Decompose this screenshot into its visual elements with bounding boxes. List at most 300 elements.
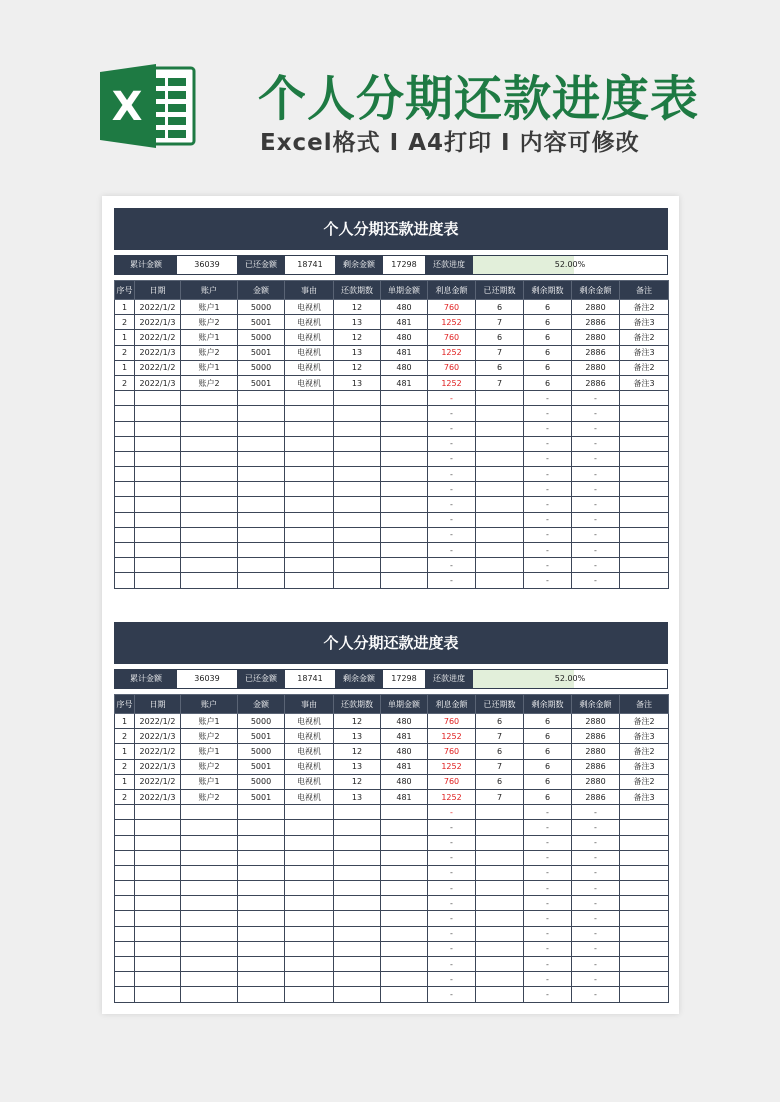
table-cell [620,451,669,466]
table-cell [620,987,669,1002]
table-cell [135,391,181,406]
table-row-empty [115,820,669,835]
table-cell [620,972,669,987]
table-cell [334,543,381,558]
paid-label: 已还金额 [237,256,285,274]
paid-label: 已还金额 [237,670,285,688]
table-cell [476,558,524,573]
table-cell [135,558,181,573]
table-cell [115,391,135,406]
table-row-empty [115,497,669,512]
table-cell [620,512,669,527]
table-row-empty [115,451,669,466]
table-cell: - [572,972,620,987]
table-cell: 2 [115,729,135,744]
table-row-empty [115,941,669,956]
table-cell: 6 [476,300,524,315]
table-cell: 13 [334,315,381,330]
table-cell: - [572,406,620,421]
table-cell: - [524,972,572,987]
table-cell [135,805,181,820]
table-cell: 账户1 [181,774,238,789]
table-cell: 2 [115,375,135,390]
column-header: 单期金额 [381,281,428,300]
progress-bar [473,670,667,688]
table-cell: - [524,467,572,482]
table-cell: 备注3 [620,315,669,330]
table-cell: 5001 [238,375,285,390]
table-cell: 2 [115,759,135,774]
table-cell: 7 [476,315,524,330]
column-header: 还款期数 [334,695,381,714]
table-row-empty [115,558,669,573]
table-cell: 电视机 [285,729,334,744]
table-cell [620,497,669,512]
table-cell: - [428,467,476,482]
table-cell: 电视机 [285,789,334,804]
table-cell: - [572,850,620,865]
table-cell [135,926,181,941]
table-cell [381,421,428,436]
column-header: 已还期数 [476,695,524,714]
paid-value: 18741 [285,256,335,274]
table-cell: 账户1 [181,300,238,315]
table-row [115,774,669,789]
table-cell: - [428,421,476,436]
table-cell: 电视机 [285,360,334,375]
table-cell [381,543,428,558]
table-cell [135,972,181,987]
table-cell: 480 [381,714,428,729]
column-header: 剩余期数 [524,695,572,714]
table-cell [135,881,181,896]
column-header: 金额 [238,281,285,300]
table-cell [285,406,334,421]
table-cell: 2022/1/2 [135,360,181,375]
table-cell: - [428,436,476,451]
table-cell [476,987,524,1002]
column-header: 剩余金额 [572,695,620,714]
table-cell: 2886 [572,315,620,330]
table-cell [115,896,135,911]
table-cell: 12 [334,360,381,375]
table-cell [334,406,381,421]
table-cell: 备注2 [620,330,669,345]
table-cell: 7 [476,375,524,390]
table-cell [135,835,181,850]
table-cell: 账户2 [181,375,238,390]
table-cell [181,558,238,573]
table-cell [381,436,428,451]
table-cell [135,911,181,926]
table-cell: - [524,926,572,941]
table-cell [135,451,181,466]
table-cell: 481 [381,729,428,744]
table-cell [135,482,181,497]
table-cell: - [572,926,620,941]
column-header: 账户 [181,281,238,300]
table-cell: 12 [334,714,381,729]
table-cell: 1 [115,714,135,729]
table-cell: - [572,805,620,820]
table-cell [238,436,285,451]
table-row-empty [115,896,669,911]
table-cell: 6 [476,330,524,345]
table-cell: 760 [428,300,476,315]
table-cell: 6 [524,744,572,759]
table-cell: - [428,941,476,956]
remaining-value: 17298 [383,670,425,688]
table-cell [381,987,428,1002]
table-cell [238,972,285,987]
table-cell [285,467,334,482]
table-cell [285,941,334,956]
table-cell: - [524,482,572,497]
table-cell: - [524,805,572,820]
table-cell: - [524,497,572,512]
table-cell: - [572,911,620,926]
table-cell [181,926,238,941]
column-header: 剩余金额 [572,281,620,300]
table-cell: - [572,512,620,527]
table-cell [476,497,524,512]
table-cell [620,911,669,926]
table-cell: 2886 [572,759,620,774]
table-cell: 账户2 [181,345,238,360]
table-cell: - [524,543,572,558]
table-cell [334,558,381,573]
table-cell: - [428,972,476,987]
table-cell: 1252 [428,759,476,774]
table-body [115,300,669,589]
table-row [115,300,669,315]
table-cell: 1 [115,330,135,345]
table-cell [238,805,285,820]
table-cell: 5001 [238,345,285,360]
progress-value: 52.00% [554,260,586,269]
table-cell: 5000 [238,714,285,729]
table-row-empty [115,926,669,941]
table-cell [115,512,135,527]
total-label: 累计金额 [115,256,177,274]
table-cell: 7 [476,345,524,360]
table-cell: 760 [428,330,476,345]
table-cell: 账户2 [181,729,238,744]
table-cell: 480 [381,300,428,315]
table-cell [476,896,524,911]
column-header: 事由 [285,281,334,300]
column-header: 还款期数 [334,281,381,300]
table-cell [476,527,524,542]
table-row-empty [115,527,669,542]
table-cell [238,543,285,558]
table-cell [238,467,285,482]
table-cell: 1 [115,744,135,759]
table-header-row [115,281,669,300]
table-cell: 2 [115,345,135,360]
table-cell: 1 [115,360,135,375]
table-cell [334,573,381,588]
table-cell: - [572,573,620,588]
table-cell [285,451,334,466]
installment-table [114,694,669,1003]
table-row [115,714,669,729]
table-cell [181,881,238,896]
table-cell: - [428,820,476,835]
table-cell: - [572,865,620,880]
table-cell [476,451,524,466]
table-row-empty [115,850,669,865]
table-cell [285,820,334,835]
table-cell: 5001 [238,729,285,744]
table-row-empty [115,482,669,497]
table-row-empty [115,987,669,1002]
page-title: 个人分期还款进度表 [258,71,700,127]
table-cell [285,436,334,451]
table-row [115,789,669,804]
table-cell: - [572,451,620,466]
table-cell [115,865,135,880]
table-cell [115,543,135,558]
table-cell [285,957,334,972]
table-cell [285,558,334,573]
table-cell: 6 [524,789,572,804]
paid-value: 18741 [285,670,335,688]
table-cell: 电视机 [285,744,334,759]
table-cell [476,482,524,497]
table-cell [238,835,285,850]
table-cell [285,543,334,558]
table-cell: 6 [476,774,524,789]
table-cell [334,881,381,896]
table-cell: - [524,573,572,588]
table-cell [135,436,181,451]
table-cell: 13 [334,345,381,360]
table-cell: 5000 [238,744,285,759]
progress-value: 52.00% [554,674,586,683]
table-cell [285,497,334,512]
table-cell: 5000 [238,330,285,345]
table-cell: 2022/1/3 [135,375,181,390]
table-cell: 6 [476,714,524,729]
table-cell: 备注2 [620,360,669,375]
table-cell: 6 [524,375,572,390]
table-cell [334,957,381,972]
table-cell: - [524,957,572,972]
table-cell [476,941,524,956]
table-cell: 6 [524,345,572,360]
table-cell: - [428,805,476,820]
table-row-empty [115,406,669,421]
table-cell: 2022/1/3 [135,729,181,744]
table-row-empty [115,805,669,820]
table-cell [135,850,181,865]
table-cell: - [428,926,476,941]
table-row [115,315,669,330]
table-cell: 13 [334,759,381,774]
column-header: 剩余期数 [524,281,572,300]
table-cell: - [524,896,572,911]
table-cell [334,527,381,542]
table-cell [181,436,238,451]
table-cell [381,406,428,421]
table-row [115,729,669,744]
table-row-empty [115,543,669,558]
table-cell [285,391,334,406]
table-cell [181,957,238,972]
table-row [115,375,669,390]
progress-label: 还款进度 [425,256,473,274]
table-cell: 2022/1/3 [135,789,181,804]
table-cell [115,558,135,573]
table-cell [381,896,428,911]
sheet-title: 个人分期还款进度表 [114,208,668,250]
table-cell: 12 [334,300,381,315]
table-cell [334,850,381,865]
table-cell [115,527,135,542]
table-cell: 12 [334,330,381,345]
table-cell: - [524,436,572,451]
table-cell: 760 [428,714,476,729]
table-cell [285,482,334,497]
table-cell [476,512,524,527]
column-header: 日期 [135,281,181,300]
table-cell: - [524,421,572,436]
table-row-empty [115,391,669,406]
table-cell: 481 [381,375,428,390]
table-cell: - [572,941,620,956]
table-cell: 6 [524,729,572,744]
table-cell: 5000 [238,360,285,375]
table-cell: - [572,987,620,1002]
table-cell [238,391,285,406]
table-cell: - [524,987,572,1002]
table-cell: 2880 [572,360,620,375]
table-cell: - [572,820,620,835]
table-cell [620,436,669,451]
table-cell: - [428,543,476,558]
table-cell [135,467,181,482]
table-cell [135,896,181,911]
table-cell: 备注3 [620,759,669,774]
column-header: 序号 [115,695,135,714]
table-cell: 481 [381,759,428,774]
table-cell [135,512,181,527]
table-cell: 电视机 [285,759,334,774]
summary-bar [114,255,668,275]
table-cell: - [524,451,572,466]
table-cell: - [524,941,572,956]
table-cell [181,805,238,820]
table-cell [620,835,669,850]
table-cell [238,987,285,1002]
table-row [115,744,669,759]
table-cell: - [572,881,620,896]
table-cell: 6 [524,774,572,789]
column-header: 金额 [238,695,285,714]
table-cell: - [428,527,476,542]
excel-icon [100,62,197,150]
table-cell [115,467,135,482]
column-header: 单期金额 [381,695,428,714]
table-cell [181,972,238,987]
table-cell [115,911,135,926]
table-cell: 2886 [572,729,620,744]
table-cell [135,957,181,972]
table-cell [620,406,669,421]
table-cell [238,941,285,956]
column-header: 备注 [620,281,669,300]
table-cell [181,451,238,466]
table-cell [285,850,334,865]
table-cell: 2022/1/2 [135,744,181,759]
table-cell [285,896,334,911]
table-cell: 2880 [572,774,620,789]
table-cell: 12 [334,774,381,789]
table-cell [334,512,381,527]
table-cell: 2880 [572,714,620,729]
table-cell [238,865,285,880]
table-cell: - [524,527,572,542]
table-cell [135,497,181,512]
table-cell [181,850,238,865]
installment-table [114,280,669,589]
table-cell: 备注3 [620,375,669,390]
table-cell: 2880 [572,744,620,759]
sheet [114,622,668,1003]
table-cell [135,941,181,956]
table-cell: 760 [428,360,476,375]
table-cell [476,436,524,451]
table-cell [476,865,524,880]
table-cell [381,911,428,926]
table-cell: 备注3 [620,789,669,804]
table-cell [476,805,524,820]
table-cell: 账户2 [181,789,238,804]
table-cell [115,421,135,436]
table-cell: 账户2 [181,759,238,774]
table-cell [238,820,285,835]
table-cell [238,451,285,466]
table-cell: 电视机 [285,300,334,315]
logo-letter: X [111,84,143,130]
table-row [115,330,669,345]
table-cell: 6 [524,330,572,345]
column-header: 利息金额 [428,695,476,714]
total-label: 累计金额 [115,670,177,688]
table-cell [381,497,428,512]
table-cell: 备注3 [620,729,669,744]
total-value: 36039 [177,670,237,688]
table-cell: 5001 [238,789,285,804]
table-cell: 6 [524,315,572,330]
table-cell [334,911,381,926]
table-cell [381,835,428,850]
table-cell [620,881,669,896]
table-row-empty [115,436,669,451]
table-cell [476,926,524,941]
table-cell: - [572,482,620,497]
table-cell [476,573,524,588]
table-cell: 账户2 [181,315,238,330]
table-cell [181,421,238,436]
table-cell [115,941,135,956]
table-cell [476,467,524,482]
table-cell [381,467,428,482]
table-cell [115,987,135,1002]
table-cell: 账户1 [181,744,238,759]
table-cell [238,896,285,911]
